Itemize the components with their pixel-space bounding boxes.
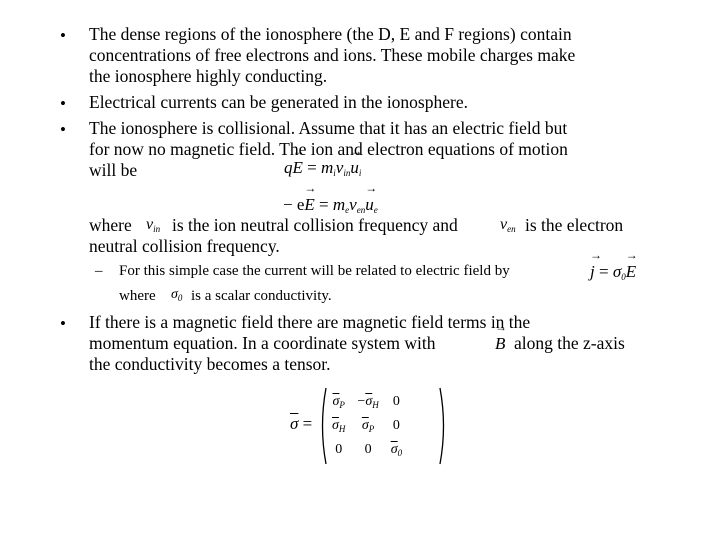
where-line-1-part-3: is the electron <box>525 215 624 235</box>
tensor-lhs <box>290 414 312 434</box>
tensor-cell-symbol: 0 <box>335 442 343 457</box>
where-line-1-part-1: where <box>89 215 132 235</box>
tensor-row <box>326 414 408 438</box>
eq-m: m <box>320 158 334 177</box>
eq-equals: = <box>594 262 613 281</box>
eq-q: q <box>284 158 293 177</box>
sub-item-line-2-part-1: where <box>119 288 156 304</box>
tensor-cell-symbol: $\overline{\sigma}$ <box>332 418 339 433</box>
eq-sigma-sub: 0 <box>621 272 626 282</box>
tensor-cell <box>326 414 351 438</box>
tensor-cell <box>326 390 351 414</box>
bullet-4-line-2-part-1: momentum equation. In a coordinate system with <box>89 333 436 353</box>
tensor-cell-symbol: $\overline{\sigma}$ <box>332 394 340 409</box>
sub-item-line-1: For this simple case the current will be related to electric field by <box>119 263 510 279</box>
bullet-marker-3: • <box>60 120 66 139</box>
tensor-cell-subscript: 0 <box>397 448 403 458</box>
tensor-cell <box>326 438 351 462</box>
eq-m-sub: e <box>345 205 350 215</box>
bullet-2-line-1: Electrical currents can be generated in the ionosphere. <box>89 92 468 112</box>
tensor-equals: = <box>302 414 313 433</box>
tensor-row <box>326 438 408 462</box>
tensor-cell-symbol: 0 <box>392 394 400 409</box>
eq-E-vector: → E <box>293 158 303 178</box>
where-line-1-part-2: is the ion neutral collision frequency and <box>172 215 458 235</box>
eq-u-sub: i <box>358 168 362 178</box>
tensor-cell <box>385 438 408 462</box>
electron-equation <box>283 195 378 215</box>
tensor-cell-symbol: 0 <box>364 442 372 457</box>
tensor-cell <box>385 414 408 438</box>
bullet-marker-2: • <box>60 94 66 113</box>
eq-m-sub: i <box>333 168 336 178</box>
eq-equals: = <box>314 195 333 214</box>
eq-equals: = <box>302 158 321 177</box>
bullet-marker-4: • <box>60 314 66 333</box>
eq-nu-sub: in <box>343 168 351 178</box>
tensor-row <box>326 390 408 414</box>
tensor-cell-subscript: P <box>368 424 375 434</box>
bullet-4-line-1: If there is a magnetic field there are magnetic field terms in the <box>89 312 531 332</box>
tensor-cell <box>385 390 408 414</box>
tensor-cell-subscript: H <box>372 400 379 410</box>
eq-nu: ν <box>349 195 357 214</box>
tensor-matrix <box>326 390 408 462</box>
eq-j-vector: → j <box>590 262 595 282</box>
bullet-4-line-2-part-2: along the z-axis <box>514 333 625 353</box>
tensor-cell-symbol: 0 <box>392 418 400 433</box>
bullet-1-line-2: concentrations of free electrons and ions. These mobile charges make <box>89 45 576 65</box>
nu-en-symbol: νen <box>500 216 516 234</box>
tensor-cell-subscript: P <box>339 400 345 410</box>
eq-nu: ν <box>335 158 344 177</box>
tensor-cell-subscript: H <box>338 424 346 434</box>
sigma0-symbol: $\sigma_0$ <box>171 287 183 303</box>
eq-E-vector: → E <box>626 262 636 282</box>
bullet-marker-1: • <box>60 26 66 45</box>
sub-item-line-2-part-2: is a scalar conductivity. <box>191 288 332 304</box>
bullet-3-line-3: will be <box>89 160 138 180</box>
eq-u-vector: → u <box>350 158 359 178</box>
sub-item-dash: – <box>95 263 103 279</box>
tensor-cell-minus: − <box>357 394 366 409</box>
ion-equation <box>284 158 361 178</box>
eq-minus-e: − e <box>283 195 305 214</box>
tensor-cell-symbol: $\overline{\sigma}$ <box>361 418 369 433</box>
bullet-1-line-3: the ionosphere highly conducting. <box>89 66 328 86</box>
tensor-cell <box>351 438 384 462</box>
bullet-1-line-1: The dense regions of the ionosphere (the D, E and F regions) contain <box>89 24 572 44</box>
eq-sigma: σ <box>612 262 622 281</box>
ohm-law-equation <box>590 262 636 282</box>
eq-E-vector: → E <box>304 195 314 215</box>
eq-u-sub: e <box>373 205 378 215</box>
eq-m: m <box>332 195 346 214</box>
bullet-3-line-2: for now no magnetic field. The ion and electron equations of motion <box>89 139 568 159</box>
nu-in-symbol: νin <box>146 216 161 234</box>
tensor-sigma: $\overline{\sigma}$ <box>290 414 299 433</box>
B-vector-symbol: → B <box>495 334 505 354</box>
eq-u-vector: → u <box>365 195 374 215</box>
bullet-4-line-3: the conductivity becomes a tensor. <box>89 354 331 374</box>
tensor-right-bracket <box>440 388 444 464</box>
bullet-3-line-1: The ionosphere is collisional. Assume that it has an electric field but <box>89 118 568 138</box>
eq-nu-sub: en <box>356 205 366 215</box>
tensor-cell-symbol: $\overline{\sigma}$ <box>390 442 398 457</box>
tensor-cell <box>351 414 384 438</box>
tensor-cell <box>351 390 384 414</box>
where-line-2: neutral collision frequency. <box>89 236 280 256</box>
bullet-1-text <box>89 24 575 87</box>
tensor-cell-symbol: $\overline{\sigma}$ <box>365 394 373 409</box>
